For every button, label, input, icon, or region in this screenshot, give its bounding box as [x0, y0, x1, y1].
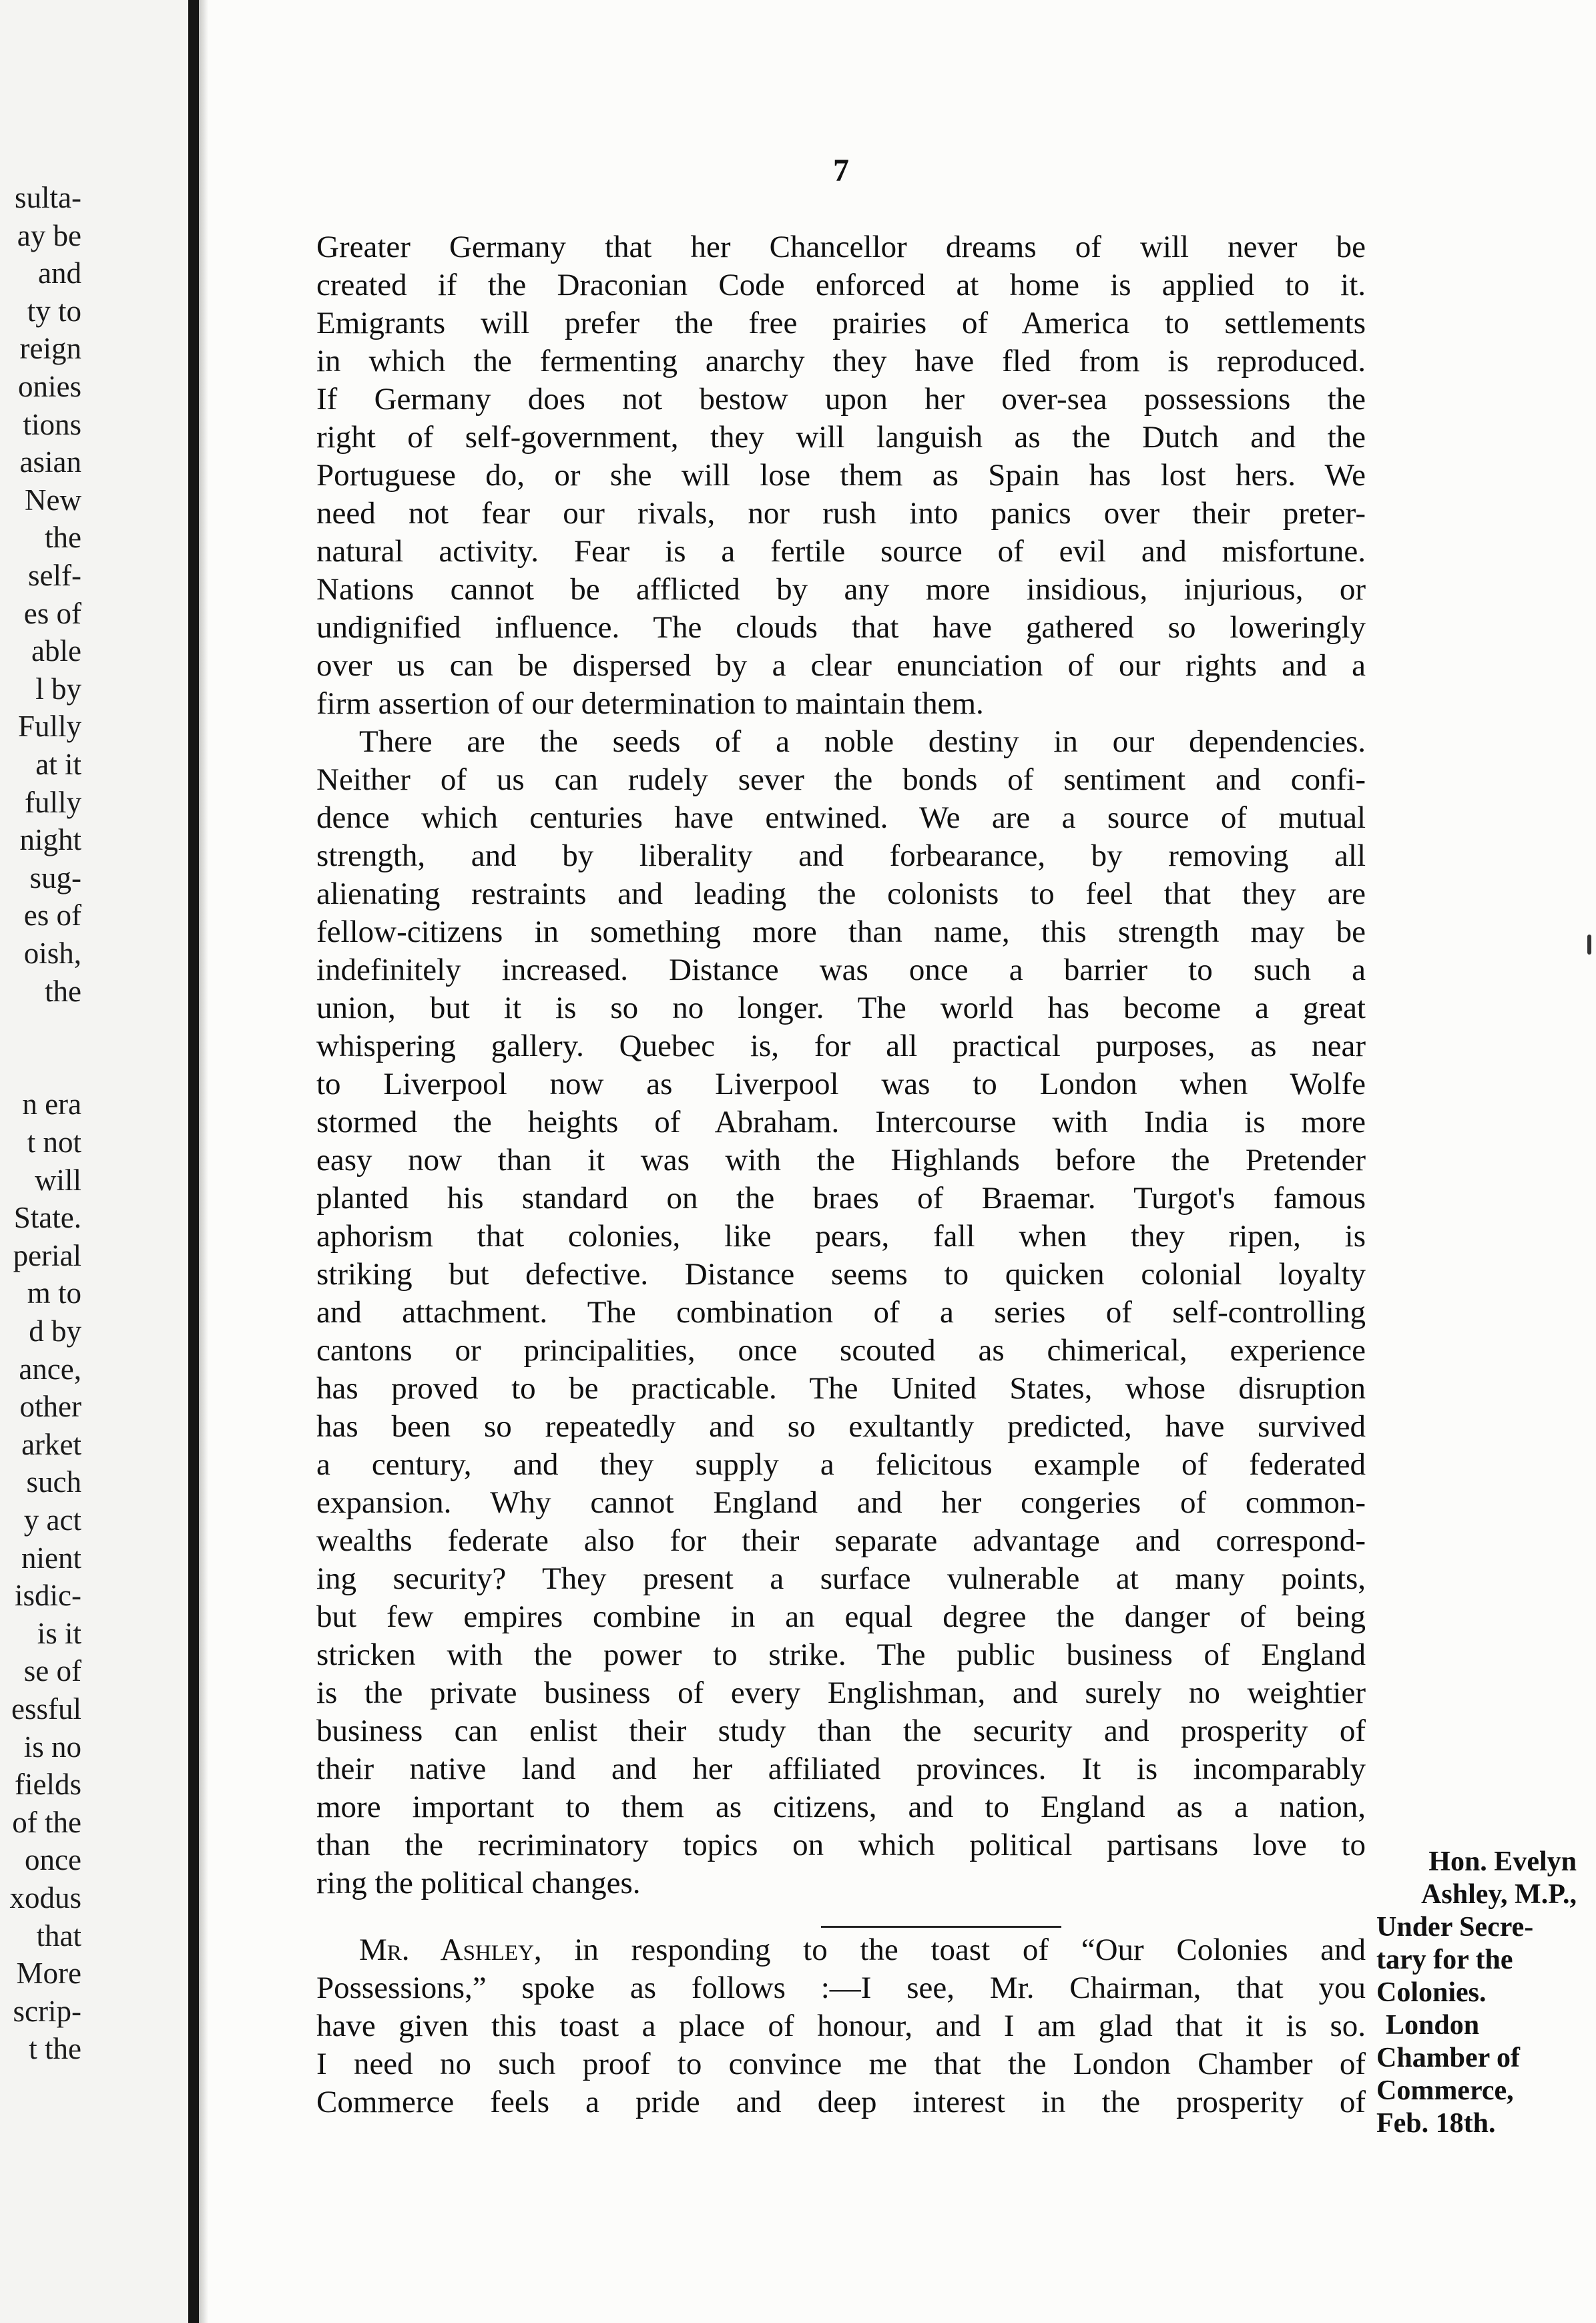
text-line: strength, and by liberality and forbearance, by removing all — [316, 838, 1366, 873]
facing-page-text: More — [16, 1957, 81, 1991]
facing-page-text: of the — [12, 1805, 81, 1839]
facing-page-text: will — [34, 1163, 81, 1197]
margin-note — [1376, 1846, 1590, 2140]
margin-note-line: London — [1386, 2010, 1480, 2041]
facing-page-text: able — [31, 634, 81, 668]
facing-page-text: is it — [37, 1616, 81, 1650]
facing-page-text: se of — [23, 1654, 81, 1688]
facing-page-text: fully — [25, 785, 81, 819]
text-line: natural activity. Fear is a fertile source of evil and misfortune. — [316, 534, 1366, 569]
text-line: their native land and her affiliated provinces. It is incomparably — [316, 1752, 1366, 1786]
section-rule — [821, 1926, 1061, 1928]
text-line: aphorism that colonies, like pears, fall when they ripen, is — [316, 1219, 1366, 1254]
facing-page-text: ay be — [17, 218, 81, 252]
text-line: wealths federate also for their separate advantage and correspond- — [316, 1523, 1366, 1558]
text-line: but few empires combine in an equal degree the danger of being — [316, 1599, 1366, 1634]
text-line: expansion. Why cannot England and her congeries of common- — [316, 1485, 1366, 1520]
facing-page-text: l by — [35, 672, 81, 706]
text-line: business can enlist their study than the security and prosperity of — [316, 1714, 1366, 1748]
facing-page-text: Fully — [17, 710, 81, 744]
text-line: striking but defective. Distance seems to quicken colonial loyalty — [316, 1257, 1366, 1292]
facing-page-text: is no — [23, 1730, 81, 1764]
facing-page-text: that — [36, 1918, 81, 1953]
facing-page-text: ty to — [27, 294, 81, 328]
text-line: over us can be dispersed by a clear enunciation of our rights and a — [316, 648, 1366, 683]
text-line: indefinitely increased. Distance was once a barrier to such a — [316, 953, 1366, 987]
facing-page-text: es of — [23, 596, 81, 630]
text-line: has proved to be practicable. The United States, whose disruption — [316, 1371, 1366, 1406]
text-line: If Germany does not bestow upon her over-sea possessions the — [316, 382, 1366, 417]
text-line: right of self-government, they will languish as the Dutch and the — [316, 420, 1366, 455]
text-line: more important to them as citizens, and to England as a nation, — [316, 1790, 1366, 1824]
gutter-shadow — [199, 0, 208, 2323]
text-line: in which the fermenting anarchy they have fled from is reproduced. — [316, 344, 1366, 378]
text-line: dence which centuries have entwined. We are a source of mutual — [316, 800, 1366, 835]
margin-note-line: Hon. Evelyn — [1428, 1846, 1577, 1877]
text-line: Emigrants will prefer the free prairies of America to settlements — [316, 306, 1366, 340]
text-line: than the recriminatory topics on which political partisans love to — [316, 1828, 1366, 1862]
margin-note-line: tary for the — [1376, 1945, 1513, 1975]
facing-page-text: self- — [28, 559, 81, 592]
facing-page-text: ance, — [19, 1352, 81, 1386]
facing-page-text: the — [45, 974, 81, 1008]
facing-page-text: t the — [29, 2032, 81, 2066]
text-line: Neither of us can rudely sever the bonds of sentiment and confi- — [316, 762, 1366, 797]
facing-page-text: tions — [23, 407, 81, 441]
facing-page-text: n era — [22, 1087, 81, 1121]
facing-page-text: scrip- — [13, 1994, 81, 2028]
facing-page-text: at it — [35, 748, 81, 781]
text-line: I need no such proof to convince me that the London Chamber of — [316, 2047, 1366, 2081]
facing-page-text: y act — [23, 1503, 81, 1537]
facing-page-text: essful — [11, 1692, 81, 1726]
speaker-name: Mr. Ashley, — [359, 1932, 542, 1967]
text-line: Portuguese do, or she will lose them as Spain has lost hers. We — [316, 458, 1366, 493]
text-line: easy now than it was with the Highlands before the Pretender — [316, 1143, 1366, 1178]
page-number: 7 — [833, 153, 849, 188]
facing-page-text: d by — [29, 1314, 81, 1348]
margin-note-line: Under Secre- — [1376, 1912, 1534, 1943]
margin-mark — [1587, 935, 1591, 955]
facing-page-text: es of — [23, 898, 81, 933]
text-line: to Liverpool now as Liverpool was to London when Wolfe — [316, 1067, 1366, 1101]
facing-page-text: such — [26, 1465, 81, 1499]
margin-note-line: Ashley, M.P., — [1421, 1879, 1577, 1910]
text-line: is the private business of every Englishman, and surely no weightier — [316, 1675, 1366, 1710]
facing-page-text: night — [19, 823, 81, 857]
text-line: ring the political changes. — [316, 1866, 641, 1900]
text-line: need not fear our rivals, nor rush into panics over their preter- — [316, 496, 1366, 531]
facing-page-text: State. — [13, 1201, 81, 1235]
facing-page-text: oish, — [23, 937, 81, 970]
facing-page-text: nient — [21, 1541, 81, 1575]
text-line: cantons or principalities, once scouted as chimerical, experience — [316, 1333, 1366, 1368]
speech-first-line-text: in responding to the toast of “Our Colonies and — [574, 1932, 1366, 1967]
text-line: Commerce feels a pride and deep interest in the prosperity of — [316, 2085, 1366, 2119]
text-line: created if the Draconian Code enforced at home is applied to it. — [316, 268, 1366, 302]
text-line: union, but it is so no longer. The world has become a great — [316, 991, 1366, 1025]
text-line: Nations cannot be afflicted by any more insidious, injurious, or — [316, 572, 1366, 607]
facing-page-text: onies — [18, 370, 81, 403]
text-line: undignified influence. The clouds that have gathered so loweringly — [316, 610, 1366, 645]
speech-first-line — [316, 1931, 1366, 1969]
facing-page-text: sulta- — [15, 181, 81, 214]
text-line: whispering gallery. Quebec is, for all practical purposes, as near — [316, 1029, 1366, 1063]
margin-note-line: Chamber of — [1376, 2043, 1521, 2073]
text-line: ing security? They present a surface vulnerable at many points, — [316, 1561, 1366, 1596]
text-line: There are the seeds of a noble destiny in our dependencies. — [359, 724, 1366, 759]
margin-note-line: Feb. 18th. — [1376, 2108, 1496, 2139]
text-line: fellow-citizens in something more than name, this strength may be — [316, 915, 1366, 949]
binding-gutter — [188, 0, 199, 2323]
facing-page-text: once — [25, 1843, 81, 1877]
text-line: stricken with the power to strike. The public business of England — [316, 1637, 1366, 1672]
main-text — [316, 228, 1366, 1902]
margin-note-line: Commerce, — [1376, 2075, 1514, 2106]
facing-page-text: the — [45, 521, 81, 555]
text-line: alienating restraints and leading the colonists to feel that they are — [316, 876, 1366, 911]
facing-page-text: arket — [21, 1427, 81, 1461]
text-line: and attachment. The combination of a series of self-controlling — [316, 1295, 1366, 1330]
facing-page-text: other — [19, 1390, 81, 1424]
facing-page-fragment — [0, 0, 187, 2323]
text-line: have given this toast a place of honour, and I am glad that it is so. — [316, 2009, 1366, 2043]
facing-page-text: asian — [19, 445, 81, 479]
text-line: Possessions,” spoke as follows :—I see, Mr. Chairman, that you — [316, 1971, 1366, 2005]
facing-page-text: m to — [27, 1276, 81, 1310]
facing-page-text: fields — [15, 1768, 81, 1802]
text-line: has been so repeatedly and so exultantly predicted, have survived — [316, 1409, 1366, 1444]
text-line: planted his standard on the braes of Braemar. Turgot's famous — [316, 1181, 1366, 1216]
facing-page-text: reign — [19, 332, 81, 366]
speech-paragraph — [316, 1931, 1366, 2121]
text-line: a century, and they supply a felicitous example of federated — [316, 1447, 1366, 1482]
text-line: Greater Germany that her Chancellor dreams of will never be — [316, 230, 1366, 264]
facing-page-text: isdic- — [15, 1579, 81, 1613]
text-line: firm assertion of our determination to maintain them. — [316, 686, 984, 721]
facing-page-text: perial — [13, 1238, 81, 1272]
margin-note-line: Colonies. — [1376, 1977, 1487, 2008]
facing-page-text: New — [25, 483, 81, 517]
facing-page-text: sug- — [29, 860, 81, 894]
text-line: stormed the heights of Abraham. Intercourse with India is more — [316, 1105, 1366, 1139]
facing-page-text: t not — [27, 1125, 81, 1159]
facing-page-text: xodus — [9, 1881, 81, 1914]
facing-page-text: and — [38, 256, 81, 290]
